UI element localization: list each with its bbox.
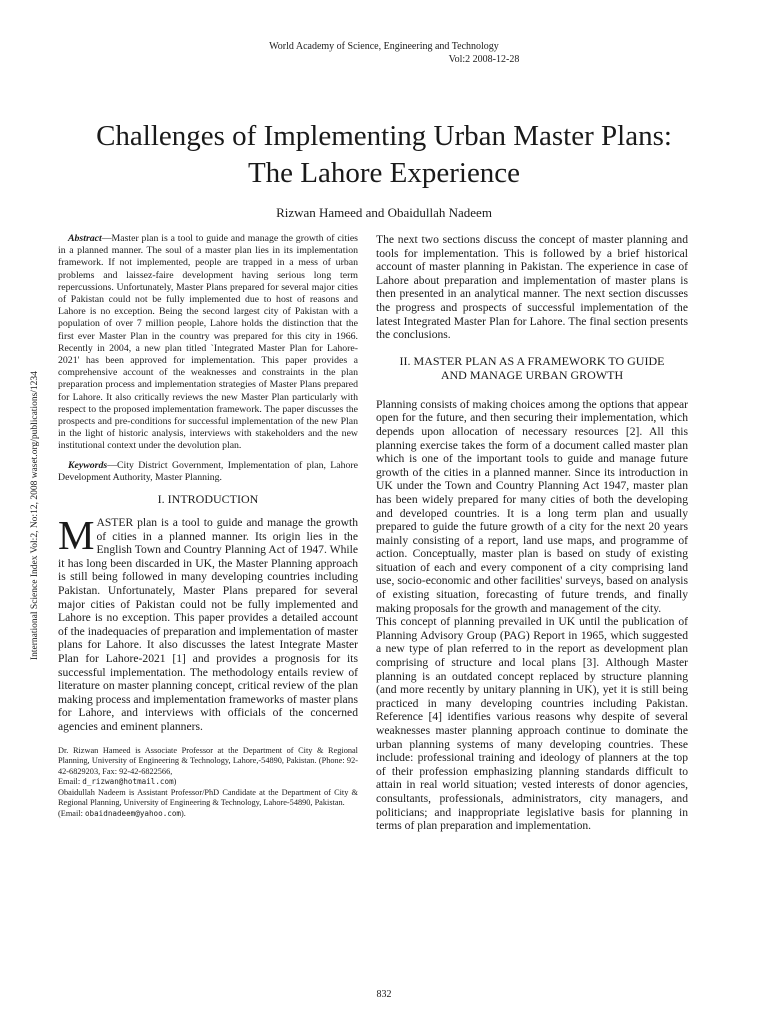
journal-header (0, 40, 768, 66)
keywords-lead: Keywords (68, 459, 108, 471)
abstract (58, 233, 358, 453)
title-line-1: Challenges of Implementing Urban Master Plans: (96, 120, 672, 152)
email-link-1[interactable]: d_rizwan@hotmail.com (82, 777, 174, 787)
intro-continuation: The next two sections discuss the concept of master planning and tools for implementation. This is followed by a brief historical account of master planning in Pakistan. The experience in case of Lahore about preparation and implementation of master plans is then presented in an analytical manner. The next section discusses the progress and prospects of successful implementation of the latest Integrated Master Plan for Lahore. The final section presents the conclusions. (376, 233, 688, 342)
paper-title (40, 118, 728, 192)
title-line-2: The Lahore Experience (247, 157, 521, 189)
abstract-text: —Master plan is a tool to guide and manage the growth of cities in a planned manner. The soul of a master plan lies in its implementation framework. If not implemented, people are trapped in a mess of urban problems and laissez-faire development having serious long term repercussions. Unfortunately, Master Plans prepared for several major cities of Pakistan could not be fully implemented due to host of reasons and Lahore is no exception. Being the second largest city of Pakistan with a population of over 7 million people, Lahore holds the distinction that the first ever Master Plan in the country was prepared for this city in 1966. Recently in 2004, a new plan titled `Integrated Master Plan for Lahore-2021' has been approved for implementation. This paper provides a comprehensive account of the weaknesses and constraints in the plan preparation process and implementation strategies of Master Plans prepared for Lahore. It also critically reviews the new Master Plan particularly with respect to the proposed implementation framework. The paper discusses the prospects and pre-conditions for successful implementation of the new Plan in the light of historic analysis, interviews with stakeholders and the new institutional context under the devolution plan. (58, 233, 358, 452)
journal-volume: Vol:2 2008-12-28 (448, 54, 520, 65)
authors: Rizwan Hameed and Obaidullah Nadeem (276, 205, 492, 220)
footnote-email-1-label: Email: (58, 777, 83, 787)
footnote-author-2 (58, 788, 358, 820)
footnote-author-1 (58, 746, 358, 788)
section2-heading-line-2: AND MANAGE URBAN GROWTH (440, 367, 624, 382)
section2-heading-line-1: II. MASTER PLAN AS A FRAMEWORK TO GUIDE (399, 353, 665, 368)
footnote-author-2-text: Obaidullah Nadeem is Assistant Professor/PhD Candidate at the Department of City & Regional Planning, University of Engineering & Technology, Lahore-54890, Pakistan. (58, 787, 358, 808)
section2-paragraph-1: Planning consists of making choices among the options that appear open for the future, and then securing their implementation, which depends upon allocation of necessary resources [2]. All this planning exercise takes the form of a document called master plan which is one of the important tools to guide and manage future growth of the cities in a planned manner. Since its introduction in UK under the Town and Country Planning Act 1947, master plan has been widely prepared for many cities of both the developing and developed countries. It is a long term plan and usually prepared to guide the future growth of a city for the next 20 years mainly consisting of a report, land use maps, and programme of action. Conceptually, master plan is based on study of existing situation of each and every component of a city comprising land use, socio-economic and other facilities' surveys, based on analysis of existing situation, forecasting of future trends, and finally making proposals for the growth and management of the city. (376, 397, 688, 615)
journal-name: World Academy of Science, Engineering and Technology (269, 41, 499, 52)
footnote-email-2-close: ). (180, 808, 186, 818)
keywords-text: —City District Government, Implementation of plan, Lahore Development Authority, Master Planning. (58, 459, 358, 483)
section-heading-introduction: I. INTRODUCTION (157, 492, 259, 507)
footnote-email-2-label: (Email: (58, 808, 85, 818)
section-heading-master-plan (376, 354, 688, 382)
author-footnote (58, 746, 358, 820)
sidebar-index-stamp: International Science Index Vol:2, No:12, 2008 waset.org/publications/1234 (30, 371, 40, 660)
page-number: 832 (376, 989, 392, 1000)
introduction-paragraph (58, 512, 358, 734)
abstract-lead: Abstract (68, 233, 102, 244)
drop-cap: M (58, 512, 95, 559)
right-column (376, 233, 688, 833)
footnote-author-1-text: Dr. Rizwan Hameed is Associate Professor at the Department of City & Regional Planning, University of Engineering & Technology, Lahore,-54890, Pakistan. (Phone: 92-42-6829203, Fax: 92-42-6822566, (58, 745, 358, 776)
section2-paragraph-2: This concept of planning prevailed in UK until the publication of Planning Advisory Group (PAG) Report in 1965, which suggested a new type of plan referred to in the report as development plan comprising of structure and local plans [3]. Although Master planning is an outdated concept replaced by structure planning (and more recently by unitary planning in UK), yet it is still being practiced in many developing countries including Pakistan. Reference [4] identifies various reasons why despite of several weaknesses master planning approach continue to dominate the urban planning systems of many developing countries. These include: professional training and ideology of planners at the top of their profession emphasizing planning standards difficult to attain in real world situation; vested interests of donor agencies, consultants, professionals, administrators, city managers, and politicians; and inappropriate legislative basis for planning in terms of plan preparation and implementation. (376, 615, 688, 833)
email-link-2[interactable]: obaidnadeem@yahoo.com (84, 808, 181, 818)
left-column (58, 233, 358, 819)
introduction-text: ASTER plan is a tool to guide and manage the growth of cities in a planned manner. Its origin lies in the English Town and Country Planning Act of 1947. While it has long been discarded in UK, the Master Planning approach is still being followed in many developing countries including Pakistan. Unfortunately, Master Plans prepared for several major cities of Pakistan could not be fully implemented and Lahore is no exception. This paper provides a detailed account of the inadequacies of preparation and implementation of master plans for Lahore. It also discusses the latest Integrate Master Plan for Lahore-2021 [1] and provides a prognosis for its successful implementation. The methodology entails review of literature on master planning concept, critical review of the plan making process and implementation frameworks of master plans for Lahore, and interviews with officials of the concerned agencies and eminent planners. (58, 516, 358, 733)
footnote-email-1-close: ) (173, 777, 177, 787)
keywords (58, 460, 358, 484)
